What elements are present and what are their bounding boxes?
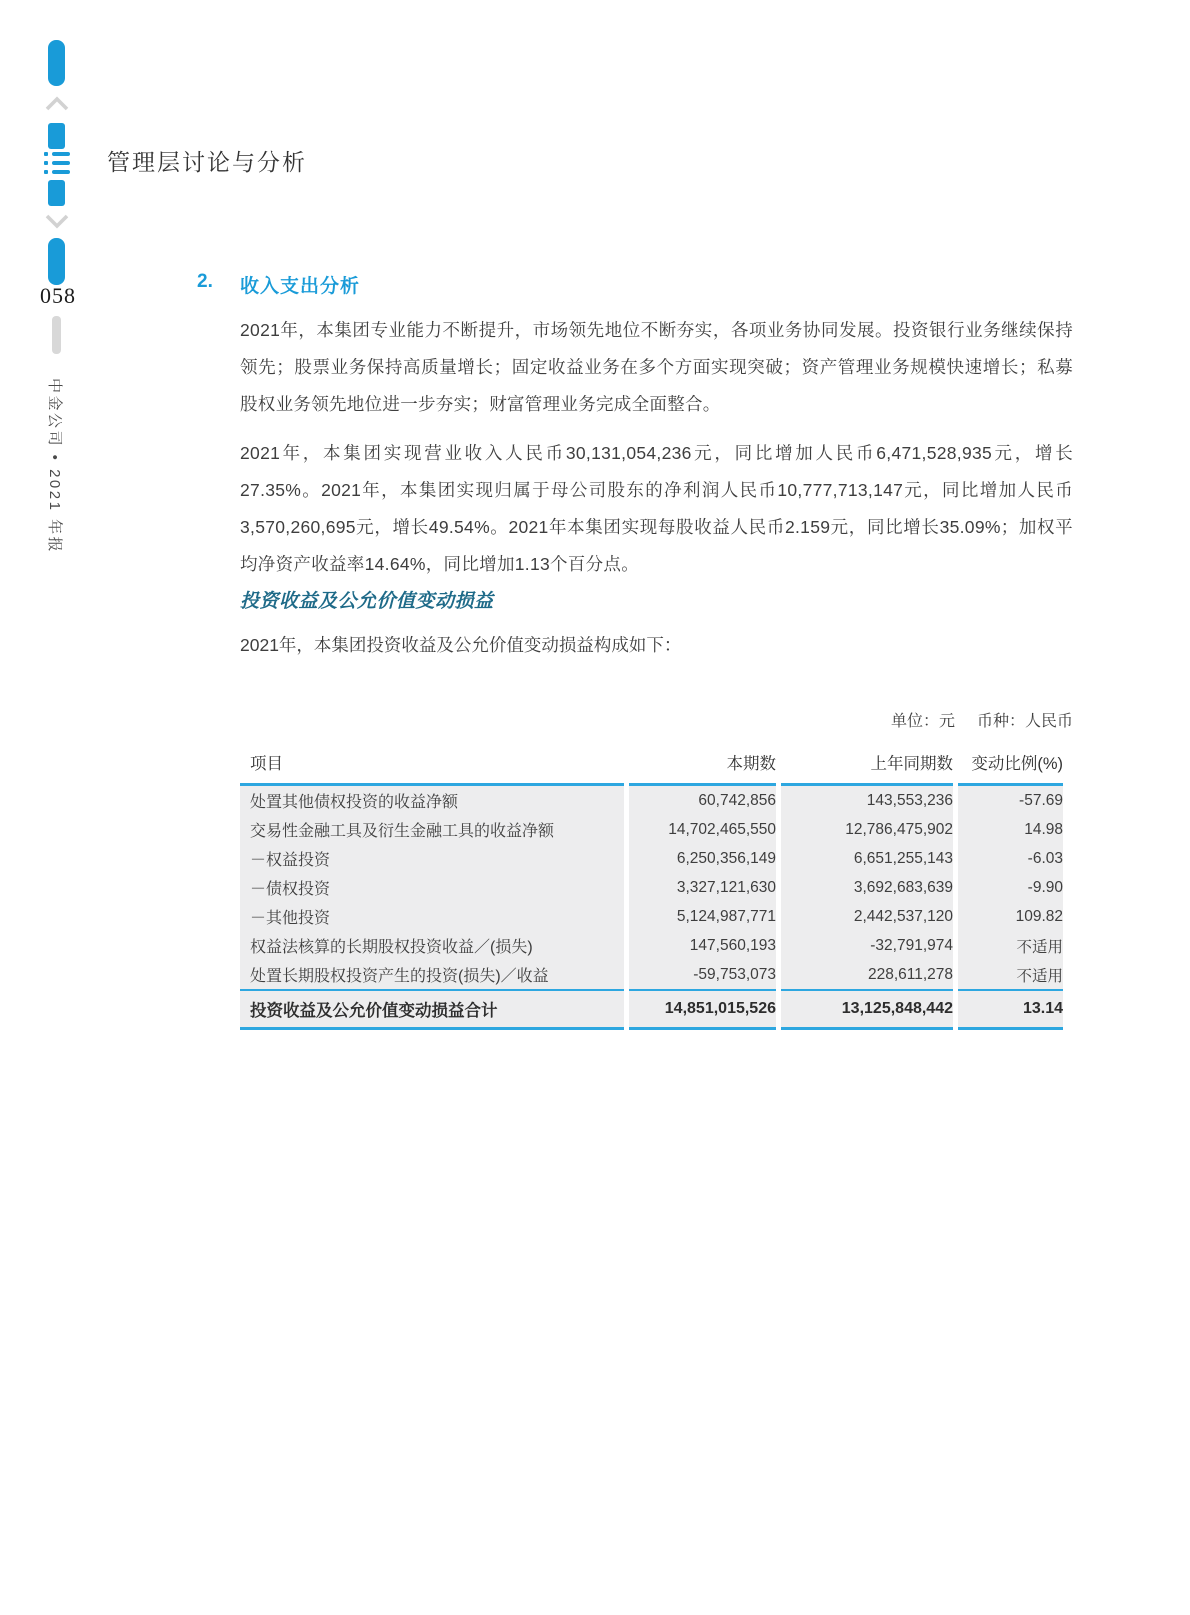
cell-total-prior: 13,125,848,442 [781, 991, 953, 1030]
table-row [240, 786, 1063, 815]
cell-prior: 2,442,537,120 [781, 902, 953, 931]
cell-item: 处置长期股权投资产生的投资(损失)／收益 [240, 960, 624, 991]
table-row [240, 873, 1063, 902]
cell-change: 109.82 [958, 902, 1063, 931]
table-intro: 2021年，本集团投资收益及公允价值变动损益构成如下： [240, 635, 682, 655]
table-row [240, 844, 1063, 873]
cell-prior: 143,553,236 [781, 786, 953, 815]
cell-current: 147,560,193 [629, 931, 776, 960]
chevron-down-icon [45, 214, 69, 229]
cell-current: 60,742,856 [629, 786, 776, 815]
cell-change: -6.03 [958, 844, 1063, 873]
cell-item: 权益法核算的长期股权投资收益／(损失) [240, 931, 624, 960]
col-header-change: 变动比例(%) [958, 750, 1063, 786]
table-header-row [240, 750, 1063, 786]
chevron-up-icon [45, 96, 69, 111]
cell-prior: 3,692,683,639 [781, 873, 953, 902]
table-row [240, 960, 1063, 991]
cell-change: 不适用 [958, 960, 1063, 991]
col-header-current: 本期数 [629, 750, 776, 786]
cell-change: -9.90 [958, 873, 1063, 902]
rail-bar-top [48, 40, 65, 86]
col-header-item: 项目 [240, 750, 624, 786]
cell-change: 不适用 [958, 931, 1063, 960]
page-number-rule [52, 316, 61, 354]
unit-label: 单位：元 [890, 713, 955, 730]
cell-total-item: 投资收益及公允价值变动损益合计 [240, 991, 624, 1030]
col-header-prior: 上年同期数 [781, 750, 953, 786]
content-area [240, 312, 1073, 1512]
rail-bar-small-upper [48, 123, 65, 149]
currency-label: 币种：人民币 [976, 713, 1073, 730]
cell-prior: -32,791,974 [781, 931, 953, 960]
spine-text: 中金公司 • 2021 年报 [46, 378, 63, 555]
cell-current: 5,124,987,771 [629, 902, 776, 931]
rail-bar-long [48, 238, 65, 285]
cell-change: -57.69 [958, 786, 1063, 815]
section-number: 2. [197, 271, 213, 292]
section-title: 收入支出分析 [240, 276, 361, 297]
table-total-row [240, 991, 1063, 1030]
investment-income-table [235, 750, 1068, 1030]
cell-prior: 6,651,255,143 [781, 844, 953, 873]
cell-item: 交易性金融工具及衍生金融工具的收益净额 [240, 815, 624, 844]
paragraph-financial-results: 2021年，本集团实现营业收入人民币30,131,054,236元，同比增加人民币6,471,528,935元，增长27.35%。2021年，本集团实现归属于母公司股东的净利润人民币10,777,713,147元，同比增加人民币3,570,260,695元，增长49.54%。2021年本集团实现每股收益人民币2.159元，同比增长35.09%；加权平均净资产收益率14.64%，同比增加1.13个百分点。 [240, 443, 1073, 574]
page-number: 058 [40, 283, 76, 308]
cell-current: 6,250,356,149 [629, 844, 776, 873]
cell-item: 处置其他债权投资的收益净额 [240, 786, 624, 815]
list-icon [44, 152, 70, 176]
table-row [240, 931, 1063, 960]
cell-item: －债权投资 [240, 873, 624, 902]
subsection-title: 投资收益及公允价值变动损益 [240, 591, 494, 612]
cell-total-change: 13.14 [958, 991, 1063, 1030]
cell-current: -59,753,073 [629, 960, 776, 991]
paragraph-business-overview: 2021年，本集团专业能力不断提升，市场领先地位不断夯实，各项业务协同发展。投资银行业务继续保持领先；股票业务保持高质量增长；固定收益业务在多个方面实现突破；资产管理业务规模快速增长；私募股权业务领先地位进一步夯实；财富管理业务完成全面整合。 [240, 320, 1073, 414]
unit-note [891, 708, 1073, 731]
rail-bar-small-lower [48, 180, 65, 206]
table-row [240, 902, 1063, 931]
table-row [240, 815, 1063, 844]
cell-prior: 12,786,475,902 [781, 815, 953, 844]
cell-item: －其他投资 [240, 902, 624, 931]
cell-item: －权益投资 [240, 844, 624, 873]
cell-total-current: 14,851,015,526 [629, 991, 776, 1030]
cell-change: 14.98 [958, 815, 1063, 844]
cell-current: 14,702,465,550 [629, 815, 776, 844]
cell-current: 3,327,121,630 [629, 873, 776, 902]
cell-prior: 228,611,278 [781, 960, 953, 991]
chapter-title: 管理层讨论与分析 [107, 150, 307, 175]
